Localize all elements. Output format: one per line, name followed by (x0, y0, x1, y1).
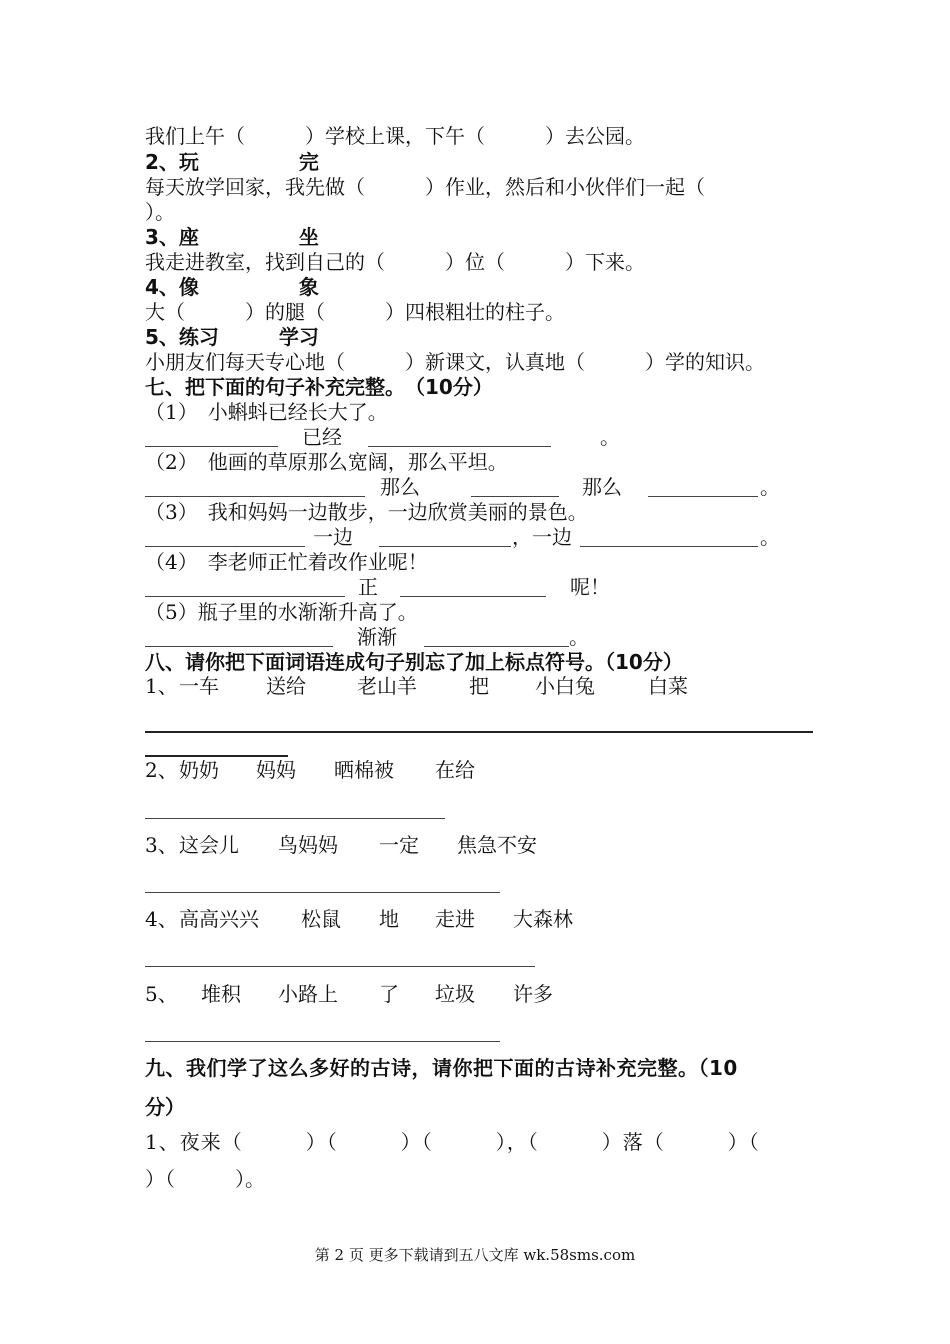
s7-item-5-blank-a[interactable] (145, 646, 333, 647)
s8-item-3-word: 焦急不安 (457, 833, 537, 857)
s8-item-2-answer-line[interactable] (145, 818, 445, 819)
fill-sentence-4: 大（ ）的腿（ ）四根粗壮的柱子。 (145, 300, 565, 324)
s8-item-1-word: 白菜 (648, 674, 688, 698)
s7-item-2-sentence: （2） 他画的草原那么宽阔，那么平坦。 (145, 450, 508, 474)
s7-item-4-blank-b[interactable] (400, 596, 546, 597)
s8-item-3-word: 这会儿 (179, 833, 239, 857)
s7-item-4-sentence: （4） 李老师正忙着改作业呢！ (145, 550, 428, 574)
s8-item-1-word: 一车 (179, 674, 219, 698)
s7-item-3-word-1: 一边 (313, 525, 353, 549)
s7-item-5-word: 渐渐 (357, 625, 397, 649)
s8-item-5-word: 垃圾 (435, 982, 475, 1006)
fill-sentence-3: 我走进教室，找到自己的（ ）位（ ）下来。 (145, 250, 645, 274)
fill-sentence-2a: 每天放学回家，我先做（ ）作业，然后和小伙伴们一起（ (145, 175, 705, 199)
s7-item-2-blank-c[interactable] (648, 496, 758, 497)
s8-item-2-word: 奶奶 (179, 758, 219, 782)
s8-item-5-word: 了 (379, 982, 399, 1006)
s7-item-5-sentence: （5）瓶子里的水渐渐升高了。 (145, 600, 418, 624)
s7-item-1-word: 已经 (302, 425, 342, 449)
s8-item-3-word: 鸟妈妈 (278, 833, 338, 857)
word-pair-5: 5、练习 学习 (145, 325, 319, 349)
s8-item-1-word: 把 (469, 674, 489, 698)
page-footer: 第 2 页 更多下载请到五八文库 wk.58sms.com (314, 1246, 636, 1264)
word-pair-3: 3、座 坐 (145, 225, 319, 249)
s8-item-3-num: 3、 (145, 833, 178, 857)
s8-item-5-word: 堆积 (201, 982, 241, 1006)
s8-item-2-num: 2、 (145, 758, 178, 782)
s8-item-4-answer-line[interactable] (145, 966, 535, 967)
s8-item-1-word: 小白兔 (535, 674, 595, 698)
word-pair-4: 4、像 象 (145, 275, 319, 299)
word-pair-2: 2、玩 完 (145, 150, 319, 174)
s8-item-4-word: 地 (379, 907, 399, 931)
s8-item-4-word: 走进 (435, 907, 475, 931)
s7-item-3-sentence: （3） 我和妈妈一边散步，一边欣赏美丽的景色。 (145, 500, 588, 524)
s8-item-1-num: 1、 (145, 674, 178, 698)
s7-item-5-blank-b[interactable] (424, 646, 569, 647)
s8-item-5-answer-line[interactable] (145, 1041, 500, 1042)
fill-sentence-1: 我们上午（ ）学校上课，下午（ ）去公园。 (145, 124, 645, 148)
s7-item-1-sentence: （1） 小蝌蚪已经长大了。 (145, 400, 388, 424)
poem-line-2: ）（ ）。 (145, 1167, 265, 1191)
s7-item-2-word-1: 那么 (380, 475, 420, 499)
s7-item-3-blank-b[interactable] (379, 546, 511, 547)
s8-item-1-answer-line[interactable] (145, 731, 813, 733)
s8-item-5-word: 许多 (513, 982, 553, 1006)
s8-item-1-word: 送给 (266, 674, 306, 698)
s7-item-4-end: 呢！ (570, 575, 610, 599)
s7-item-1-blank-a[interactable] (145, 446, 278, 447)
s7-item-3-end: 。 (760, 525, 780, 549)
fill-sentence-2b: ）。 (145, 200, 175, 224)
s7-item-2-blank-b[interactable] (471, 496, 559, 497)
s7-item-2-word-2: 那么 (582, 475, 622, 499)
s8-item-5-word: 小路上 (278, 982, 338, 1006)
s8-item-2-word: 在给 (435, 758, 475, 782)
s7-item-3-blank-c[interactable] (580, 546, 758, 547)
s8-item-4-num: 4、 (145, 907, 178, 931)
s7-item-1-end: 。 (600, 425, 620, 449)
s7-item-5-end: 。 (569, 625, 589, 649)
s7-item-2-end: 。 (760, 475, 780, 499)
s7-item-4-word: 正 (358, 575, 378, 599)
s8-item-4-word: 高高兴兴 (179, 907, 259, 931)
section-7-heading: 七、把下面的句子补充完整。 （10分） (145, 375, 493, 399)
section-8-heading: 八、请你把下面词语连成句子别忘了加上标点符号。（10分） (145, 650, 683, 674)
s8-item-2-word: 妈妈 (256, 758, 296, 782)
s8-item-3-answer-line[interactable] (145, 892, 500, 893)
fill-sentence-5: 小朋友们每天专心地（ ）新课文，认真地（ ）学的知识。 (145, 350, 765, 374)
s8-item-1-word: 老山羊 (357, 674, 417, 698)
s8-item-5-num: 5、 (145, 982, 178, 1006)
section-9-heading: 九、我们学了这么多好的古诗，请你把下面的古诗补充完整。（10 (145, 1056, 738, 1080)
s8-item-4-word: 大森林 (513, 907, 573, 931)
section-9-heading-cont: 分） (145, 1095, 185, 1119)
s7-item-2-blank-a[interactable] (145, 496, 365, 497)
s7-item-1-blank-b[interactable] (368, 446, 551, 447)
s8-item-2-word: 晒棉被 (334, 758, 394, 782)
s7-item-3-word-2: ，一边 (512, 525, 572, 549)
s7-item-3-blank-a[interactable] (145, 546, 305, 547)
s7-item-4-blank-a[interactable] (145, 596, 345, 597)
poem-line-1: 1、夜来（ ）（ ）（ ），（ ）落（ ）（ (145, 1130, 760, 1154)
s8-item-4-word: 松鼠 (301, 907, 341, 931)
s8-item-3-word: 一定 (379, 833, 419, 857)
